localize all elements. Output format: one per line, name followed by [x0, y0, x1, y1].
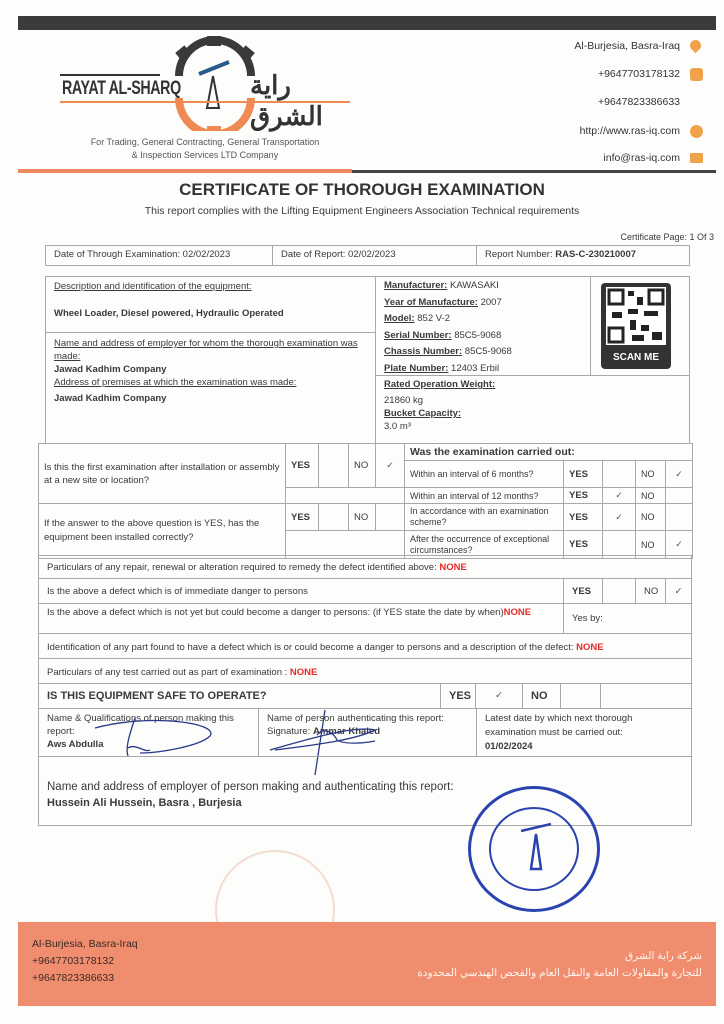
immediate-yes-checkbox[interactable]: [602, 578, 636, 604]
identification-value: NONE: [576, 642, 604, 653]
safe-no-checkbox[interactable]: [560, 683, 601, 709]
divider-orange: [18, 169, 352, 173]
mail-icon: [690, 153, 703, 163]
scan-me-label: SCAN ME: [612, 352, 660, 363]
page-subtitle: This report complies with the Lifting Equipment Engineers Association Technical requirements: [144, 205, 580, 217]
carried-6-months: Within an interval of 6 months?: [405, 461, 564, 488]
immediate-no-checkbox[interactable]: ✓: [665, 578, 692, 604]
footer-phone-2: +9647823386633: [32, 972, 115, 984]
footer-phone-1: +9647703178132: [32, 955, 115, 967]
contact-phone-1: +9647703178132: [597, 68, 680, 80]
c2-yes-label: YES: [564, 488, 603, 504]
plate-label: Plate Number:: [384, 362, 449, 374]
globe-icon: [690, 125, 703, 138]
footer-address: Al-Burjesia, Basra-Iraq: [32, 938, 138, 950]
tests-value: NONE: [289, 667, 318, 678]
qr-code-icon: [606, 287, 666, 345]
safe-question: IS THIS EQUIPMENT SAFE TO OPERATE?: [38, 683, 441, 709]
equipment-specs-cell: [375, 276, 591, 376]
carried-12-months: Within an interval of 12 months?: [405, 488, 564, 504]
employer-authenticating-cell: [38, 756, 692, 826]
safe-empty: [600, 683, 692, 709]
bucket-label: Bucket Capacity:: [384, 408, 462, 419]
premises-label: Address of premises at which the examination was made:: [54, 377, 297, 388]
manufacturer-label: Manufacturer:: [384, 280, 448, 291]
c1-no-checkbox[interactable]: ✓: [666, 461, 693, 488]
header-bar: [18, 16, 716, 30]
repair-value: NONE: [439, 562, 467, 573]
c4-no-label: NO: [636, 531, 666, 559]
serial-label: Serial Number:: [384, 329, 452, 341]
footer-company-ar: شركة راية الشرق: [624, 950, 702, 962]
employer2-label: Name and address of employer of person making and authenticating this report:: [47, 781, 454, 793]
safe-yes-checkbox[interactable]: ✓: [475, 683, 523, 709]
maker-signature: [90, 708, 230, 763]
employer-label: Name and address of employer for whom the thorough examination was made:: [54, 338, 358, 362]
safe-no-label: NO: [522, 683, 561, 709]
weight-value: 21860 kg: [384, 395, 424, 406]
q1-empty: [286, 488, 405, 504]
year-value: 2007: [480, 296, 502, 308]
c2-no-checkbox[interactable]: [666, 488, 693, 504]
c3-no-checkbox[interactable]: [666, 504, 693, 531]
plate-value: 12403 Erbil: [451, 362, 500, 374]
tagline-line-1: For Trading, General Contracting, General Transportation: [90, 137, 320, 147]
qr-cell: [590, 276, 690, 376]
employer-value: Jawad Kadhim Company: [54, 364, 167, 375]
immediate-yes-label: YES: [563, 578, 603, 604]
desc-label: Description and identification of the equipment:: [54, 281, 252, 292]
examination-questions-table: [38, 443, 693, 559]
c1-no-label: NO: [636, 461, 666, 488]
yes-by-field[interactable]: Yes by:: [563, 603, 692, 634]
immediate-no-label: NO: [635, 578, 666, 604]
stamp-rig-icon: [511, 819, 561, 874]
repair-row: [38, 555, 692, 579]
q2-no-label: NO: [349, 504, 376, 531]
contact-website[interactable]: http://www.ras-iq.com: [579, 125, 680, 137]
company-stamp: [468, 786, 600, 912]
future-danger-question: [38, 603, 564, 634]
next-exam-cell: [476, 708, 692, 757]
certificate-page: Certificate Page: 1 Of 3: [620, 232, 714, 242]
future-danger-value: NONE: [503, 607, 532, 618]
immediate-danger-question: Is the above a defect which is of immediate danger to persons: [38, 578, 564, 604]
model-value: 852 V-2: [417, 313, 450, 324]
c2-no-label: NO: [636, 488, 666, 504]
page-title: CERTIFICATE OF THOROUGH EXAMINATION: [179, 180, 545, 199]
tests-row: [38, 658, 692, 684]
identification-label: Identification of any part found to have a defect which is or could become a danger to persons and a description of the defect:: [47, 642, 577, 653]
identification-row: [38, 633, 692, 659]
maker-name: Aws Abdulla: [47, 739, 104, 750]
c4-yes-label: YES: [564, 531, 603, 559]
auth-signature-label: Signature:: [267, 726, 313, 737]
auth-label: Name of person authenticating this report:: [267, 713, 444, 724]
c3-yes-checkbox[interactable]: ✓: [603, 504, 636, 531]
report-number: [476, 245, 690, 266]
exam-date: Date of Through Examination: 02/02/2023: [45, 245, 273, 266]
auth-name: Ammar Khaled: [312, 726, 381, 737]
c1-yes-checkbox[interactable]: [603, 461, 636, 488]
c1-yes-label: YES: [564, 461, 603, 488]
c4-no-checkbox[interactable]: ✓: [666, 531, 693, 559]
tagline-line-2: & Inspection Services LTD Company: [131, 150, 279, 160]
bucket-value: 3.0 m³: [384, 421, 411, 432]
q2-yes-label: YES: [286, 504, 319, 531]
footer: [18, 922, 716, 1006]
model-label: Model:: [384, 313, 415, 324]
year-label: Year of Manufacture:: [384, 296, 478, 308]
carried-out-header: Was the examination carried out:: [405, 444, 693, 461]
report-number-value: RAS-C-230210007: [555, 249, 637, 260]
chassis-label: Chassis Number:: [384, 346, 463, 357]
manufacturer-value: KAWASAKI: [449, 280, 499, 291]
contact-phone-2: +9647823386633: [597, 96, 680, 108]
next-exam-date: 01/02/2024: [485, 741, 533, 752]
footer-description-ar: للتجارة والمقاولات العامة والنقل العام والفحص الهندسي المحدودة: [417, 967, 702, 979]
c3-no-label: NO: [636, 504, 666, 531]
c3-yes-label: YES: [564, 504, 603, 531]
repair-label: Particulars of any repair, renewal or alteration required to remedy the defect identified above:: [47, 562, 440, 573]
next-exam-label: Latest date by which next thorough examination must be carried out:: [485, 713, 633, 738]
equipment-description-cell: [45, 276, 376, 333]
tests-label: Particulars of any test carried out as part of examination :: [47, 667, 290, 678]
safe-yes-label: YES: [440, 683, 476, 709]
logo-name-en: RAYAT AL-SHARQ: [62, 78, 181, 99]
q1-yes-label: YES: [286, 444, 319, 488]
carried-scheme: In accordance with an examination scheme?: [405, 504, 564, 531]
report-date: Date of Report: 02/02/2023: [272, 245, 477, 266]
premises-value: Jawad Kadhim Company: [54, 393, 167, 404]
qr-code[interactable]: [601, 283, 671, 369]
report-number-label: Report Number:: [485, 249, 556, 260]
q2-yes-checkbox[interactable]: [319, 504, 349, 531]
employer2-value: Hussein Ali Hussein, Basra , Burjesia: [47, 797, 242, 809]
company-logo: [60, 36, 350, 166]
chassis-value: 85C5-9068: [464, 346, 512, 357]
employer-cell: [45, 332, 376, 444]
maker-label: Name & Qualifications of person making this report:: [47, 713, 234, 737]
first-exam-question: Is this the first examination after installation or assembly at a new site or location?: [39, 444, 286, 504]
carried-exceptional: After the occurrence of exceptional circumstances?: [405, 531, 564, 559]
contact-address: Al-Burjesia, Basra-Iraq: [574, 40, 680, 52]
q1-no-label: NO: [349, 444, 376, 488]
serial-value: 85C5-9068: [454, 329, 502, 341]
phone-icon: [690, 68, 703, 81]
q1-no-checkbox[interactable]: ✓: [376, 444, 405, 488]
c2-yes-checkbox[interactable]: ✓: [603, 488, 636, 504]
contact-email[interactable]: info@ras-iq.com: [603, 152, 680, 164]
desc-value: Wheel Loader, Diesel powered, Hydraulic Operated: [54, 308, 284, 319]
divider-dark: [352, 170, 716, 173]
weight-label: Rated Operation Weight:: [384, 379, 496, 390]
future-danger-label: Is the above a defect which is not yet but could become a danger to persons: (if YES state the date by when): [47, 607, 504, 618]
capacity-cell: [375, 375, 690, 444]
q1-yes-checkbox[interactable]: [319, 444, 349, 488]
q2-no-checkbox[interactable]: [376, 504, 405, 531]
installed-correctly-question: If the answer to the above question is YES, has the equipment been installed correctly?: [39, 504, 286, 559]
location-icon: [688, 38, 704, 54]
logo-name-ar: راية الشرق: [250, 70, 323, 131]
